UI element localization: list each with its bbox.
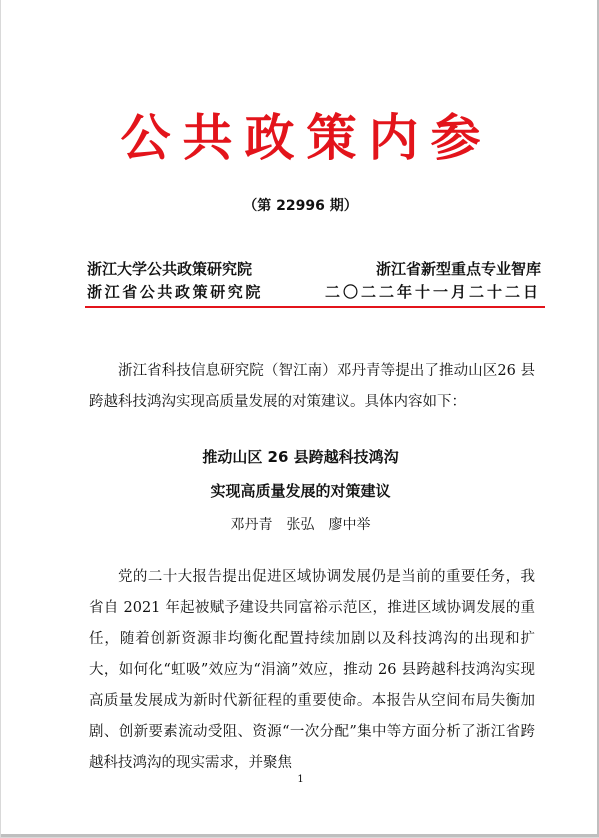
header-divider	[85, 306, 545, 308]
publish-date: 二〇二二年十一月二十二日	[324, 283, 541, 301]
body-paragraph: 党的二十大报告提出促进区域协调发展仍是当前的重要任务，我省自 2021 年起被赋予建设共同富裕示范区，推进区域协调发展的重任，随着创新资源非均衡化配置持续加剧以及科技鸿沟的出现和扩大，如何化“虹吸”效应为“涓滴”效应，推动 26 县跨越科技鸿沟实现高质量发展成为新时代新征程的重要使命。本报告从空间布局失衡加剧、创新要素流动受阻、资源“一次分配”集中等方面分析了浙江省跨越科技鸿沟的现实需求，并聚焦	[89, 569, 535, 771]
page-number: 1	[297, 774, 304, 785]
article-title-line-2: 实现高质量发展的对策建议	[210, 482, 391, 500]
publisher-left-1: 浙江大学公共政策研究院	[87, 260, 253, 278]
publisher-left-2: 浙江省公共政策研究院	[87, 283, 264, 301]
publisher-right-1: 浙江省新型重点专业智库	[375, 260, 541, 278]
publisher-row-2	[87, 281, 541, 303]
article-title-line-1: 推动山区 26 县跨越科技鸿沟	[202, 448, 399, 466]
publisher-row-1	[87, 258, 541, 280]
article-authors: 邓丹青 张弘 廖中举	[230, 517, 371, 533]
issue-number: （第 22996 期）	[243, 198, 358, 214]
masthead-title: 公共政策内参	[120, 108, 493, 167]
document-page	[1, 0, 599, 837]
intro-paragraph: 浙江省科技信息研究院（智江南）邓丹青等提出了推动山区26 县跨越科技鸿沟实现高质量发展的对策建议。具体内容如下：	[89, 363, 535, 410]
